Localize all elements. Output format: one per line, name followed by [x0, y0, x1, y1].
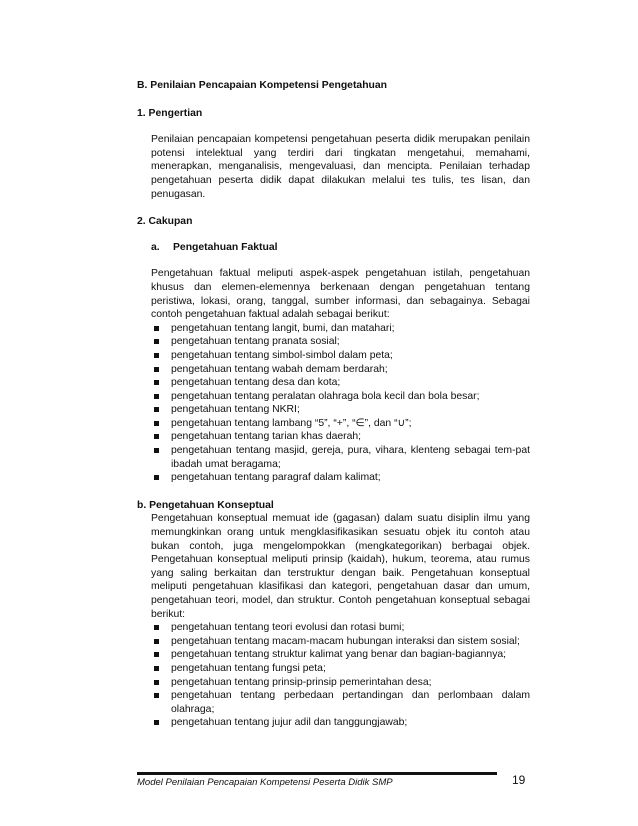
list-item	[151, 716, 530, 730]
footer-rule	[137, 772, 497, 775]
konseptual-bullet-list	[137, 621, 530, 730]
list-item-text: pengetahuan tentang peralatan olahraga bola kecil dan bola besar;	[171, 390, 480, 402]
section-b-title: B. Penilaian Pencapaian Kompetensi Pengetahuan	[137, 80, 388, 91]
bullet-square-icon	[154, 666, 159, 671]
list-item-text: pengetahuan tentang paragraf dalam kalimat;	[171, 472, 381, 484]
list-item	[151, 322, 530, 336]
faktual-letter: a.	[151, 241, 160, 253]
bullet-square-icon	[154, 625, 159, 630]
list-item-text: pengetahuan tentang fungsi peta;	[171, 662, 326, 674]
bullet-square-icon	[154, 652, 159, 657]
bullet-square-icon	[154, 353, 159, 358]
bullet-square-icon	[154, 680, 159, 685]
list-item	[151, 417, 530, 431]
konseptual-paragraph: Pengetahuan konseptual memuat ide (gagasan) dalam suatu disiplin ilmu yang memungkinkan orang untuk mengklasifikasikan sesuatu objek itu contoh atau bukan contoh, juga mengelompokkan (mengkategorikan) berbagai objek. Pengetahuan konseptual meliputi prinsip (kaidah), hukum, teorema, atau rumus yang saling berkaitan dan terstruktur dengan baik. Pengetahuan konseptual meliputi pengetahuan klasifikasi dan kategori, pengetahuan dasar dan umum, pengetahuan teori, model, dan struktur. Contoh pengetahuan konseptual sebagai berikut:	[151, 513, 530, 620]
bullet-square-icon	[154, 693, 159, 698]
bullet-square-icon	[154, 421, 159, 426]
list-item-text: pengetahuan tentang wabah demam berdarah;	[171, 363, 388, 375]
list-item-text: pengetahuan tentang teori evolusi dan rotasi bumi;	[171, 622, 405, 634]
list-item-text: pengetahuan tentang simbol-simbol dalam peta;	[171, 349, 393, 361]
list-item	[151, 390, 530, 404]
bullet-square-icon	[154, 448, 159, 453]
list-item-text: pengetahuan tentang struktur kalimat yang benar dan bagian-bagiannya;	[171, 649, 507, 661]
list-item-text: pengetahuan tentang perbedaan pertandingan dan perlombaan dalam olahraga;	[171, 690, 530, 715]
bullet-square-icon	[154, 434, 159, 439]
bullet-square-icon	[154, 475, 159, 480]
list-item-text: pengetahuan tentang prinsip-prinsip pemerintahan desa;	[171, 676, 432, 688]
cakupan-heading: 2. Cakupan	[137, 216, 193, 228]
bullet-square-icon	[154, 720, 159, 725]
page-number: 19	[512, 773, 526, 787]
list-item-text: pengetahuan tentang tarian khas daerah;	[171, 431, 362, 443]
list-item-text: pengetahuan tentang NKRI;	[171, 404, 300, 416]
pengertian-paragraph: Penilaian pencapaian kompetensi pengetahuan peserta didik merupakan penilain potensi intelektual yang terdiri dari tingkatan mengetahui, memahami, menerapkan, menganalisis, mengevaluasi, dan mencipta. Penilaian terhadap pengetahuan peserta didik dapat dilakukan melalui tes tulis, tes lisan, dan penugasan.	[151, 134, 530, 200]
list-item	[151, 662, 530, 676]
pengertian-heading: 1. Pengertian	[137, 107, 203, 119]
bullet-square-icon	[154, 326, 159, 331]
list-item	[151, 689, 530, 716]
list-item	[151, 471, 530, 485]
bullet-square-icon	[154, 339, 159, 344]
konseptual-heading: b. Pengetahuan Konseptual	[137, 499, 274, 511]
bullet-square-icon	[154, 639, 159, 644]
bullet-square-icon	[154, 394, 159, 399]
list-item-text: pengetahuan tentang macam-macam hubungan interaksi dan sistem sosial;	[171, 635, 520, 647]
list-item-text: pengetahuan tentang masjid, gereja, pura, vihara, klenteng sebagai tem-pat ibadah umat beragama;	[171, 445, 530, 470]
list-item-text: pengetahuan tentang jujur adil dan tanggungjawab;	[171, 717, 408, 729]
faktual-heading	[151, 241, 530, 255]
faktual-bullet-list	[137, 322, 530, 485]
list-item	[151, 444, 530, 471]
list-item	[151, 349, 530, 363]
list-item	[151, 376, 530, 390]
faktual-title: Pengetahuan Faktual	[173, 241, 278, 253]
list-item	[151, 335, 530, 349]
list-item	[151, 363, 530, 377]
faktual-paragraph: Pengetahuan faktual meliputi aspek-aspek pengetahuan istilah, pengetahuan khusus dan elemen-elemennya berkenaan dengan pengetahuan tentang peristiwa, lokasi, orang, tanggal, sumber informasi, dan sebagainya. Sebagai contoh pengetahuan faktual adalah sebagai berikut:	[151, 268, 530, 321]
bullet-square-icon	[154, 407, 159, 412]
footer-title: Model Penilaian Pencapaian Kompetensi Peserta Didik SMP	[137, 777, 393, 788]
list-item	[151, 403, 530, 417]
list-item	[151, 621, 530, 635]
page-content	[137, 79, 530, 730]
list-item-text: pengetahuan tentang langit, bumi, dan matahari;	[171, 322, 395, 334]
list-item	[151, 648, 530, 662]
list-item	[151, 635, 530, 649]
list-item-text: pengetahuan tentang desa dan kota;	[171, 377, 341, 389]
list-item-text: pengetahuan tentang lambang “5”, “+”, “∈”, dan “∪”;	[171, 417, 412, 429]
bullet-square-icon	[154, 380, 159, 385]
list-item-text: pengetahuan tentang pranata sosial;	[171, 336, 340, 348]
list-item	[151, 430, 530, 444]
bullet-square-icon	[154, 367, 159, 372]
list-item	[151, 676, 530, 690]
